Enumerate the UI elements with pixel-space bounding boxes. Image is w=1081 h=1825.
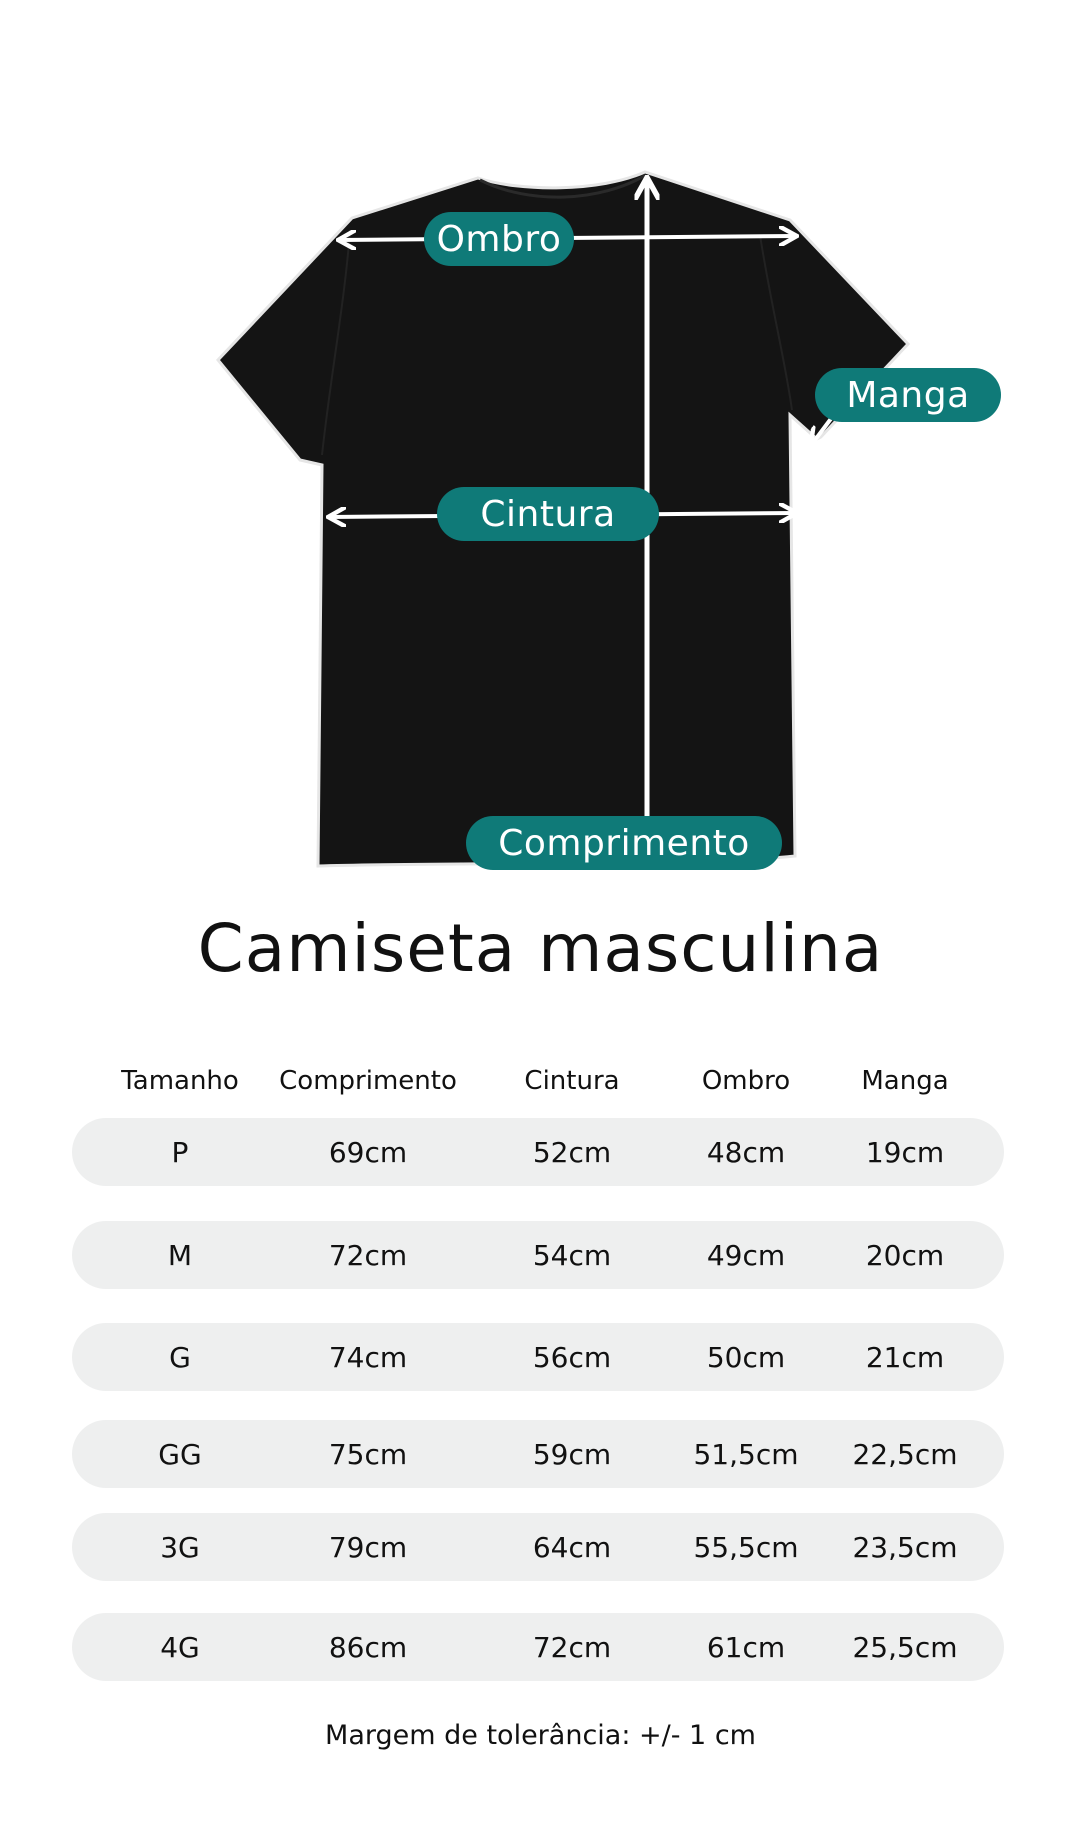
table-cell-manga: 23,5cm (852, 1531, 958, 1564)
table-cell-ombro: 50cm (706, 1341, 786, 1374)
table-row (72, 1221, 1004, 1289)
page-title: Camiseta masculina (197, 910, 884, 987)
table-cell-tamanho: M (167, 1239, 193, 1272)
table-cell-manga: 20cm (865, 1239, 945, 1272)
table-cell-ombro: 48cm (706, 1136, 786, 1169)
comprimento-label: Comprimento (466, 816, 782, 870)
column-header-ombro: Ombro (701, 1066, 791, 1096)
table-row (72, 1513, 1004, 1581)
table-cell-comprimento: 75cm (328, 1438, 408, 1471)
table-cell-tamanho: 4G (160, 1631, 200, 1664)
table-cell-cintura: 59cm (532, 1438, 612, 1471)
table-cell-manga: 25,5cm (852, 1631, 958, 1664)
column-header-comprimento: Comprimento (279, 1066, 457, 1096)
table-cell-cintura: 72cm (532, 1631, 612, 1664)
table-cell-tamanho: P (171, 1136, 189, 1169)
table-cell-ombro: 61cm (706, 1631, 786, 1664)
tolerance-note: Margem de tolerância: +/- 1 cm (325, 1720, 756, 1751)
table-cell-comprimento: 79cm (328, 1531, 408, 1564)
table-row (72, 1613, 1004, 1681)
manga-label: Manga (815, 368, 1001, 422)
table-cell-cintura: 54cm (532, 1239, 612, 1272)
table-cell-manga: 21cm (865, 1341, 945, 1374)
table-cell-manga: 22,5cm (852, 1438, 958, 1471)
table-cell-ombro: 51,5cm (693, 1438, 799, 1471)
table-cell-ombro: 49cm (706, 1239, 786, 1272)
table-cell-tamanho: 3G (160, 1531, 200, 1564)
table-cell-manga: 19cm (865, 1136, 945, 1169)
table-cell-tamanho: GG (158, 1438, 202, 1471)
table-row (72, 1323, 1004, 1391)
table-cell-tamanho: G (169, 1341, 191, 1374)
cintura-label: Cintura (437, 487, 659, 541)
column-header-manga: Manga (861, 1066, 949, 1096)
table-cell-cintura: 52cm (532, 1136, 612, 1169)
table-cell-ombro: 55,5cm (693, 1531, 799, 1564)
table-cell-comprimento: 69cm (328, 1136, 408, 1169)
table-cell-comprimento: 72cm (328, 1239, 408, 1272)
tshirt-diagram (0, 0, 1081, 900)
table-cell-comprimento: 86cm (328, 1631, 408, 1664)
table-row (72, 1118, 1004, 1186)
table-cell-comprimento: 74cm (328, 1341, 408, 1374)
column-header-tamanho: Tamanho (121, 1066, 239, 1096)
table-cell-cintura: 56cm (532, 1341, 612, 1374)
ombro-label: Ombro (424, 212, 574, 266)
column-header-cintura: Cintura (524, 1066, 620, 1096)
table-cell-cintura: 64cm (532, 1531, 612, 1564)
table-row (72, 1420, 1004, 1488)
